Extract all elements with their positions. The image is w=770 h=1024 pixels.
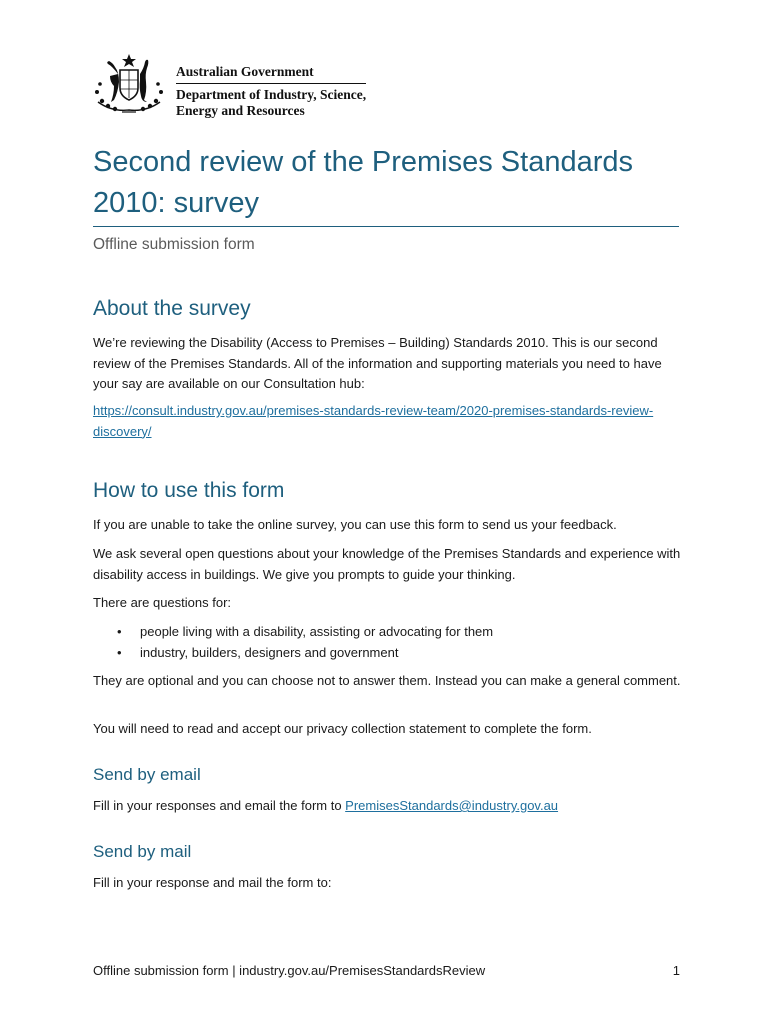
- bullet-icon: •: [117, 624, 122, 639]
- list-item: [93, 643, 493, 664]
- audience-list: [93, 622, 493, 663]
- send-by-email-text: [93, 796, 683, 817]
- bullet-icon: •: [117, 644, 122, 660]
- government-logo: [92, 52, 382, 122]
- send-by-email-heading: Send by email: [93, 765, 201, 784]
- consultation-hub-link[interactable]: https://consult.industry.gov.au/premises-standards-review-team/2020-premises-standards-review-discovery/: [93, 403, 654, 439]
- how-to-paragraph-5: You will need to read and accept our privacy collection statement to complete the form.: [93, 721, 592, 736]
- email-address-link[interactable]: PremisesStandards@industry.gov.au: [345, 798, 559, 813]
- government-text: [176, 64, 366, 119]
- consultation-link-paragraph: [93, 401, 683, 442]
- how-to-paragraph-1: If you are unable to take the online survey, you can use this form to send us your feedback.: [93, 517, 617, 532]
- logo-divider: [176, 83, 366, 84]
- list-item: [93, 622, 493, 643]
- department-name-line1: Department of Industry, Science,: [176, 87, 367, 102]
- how-to-paragraph-4: They are optional and you can choose not to answer them. Instead you can make a general comment.: [93, 673, 681, 688]
- send-by-mail-heading: Send by mail: [93, 842, 192, 861]
- coat-of-arms-icon: [92, 52, 166, 116]
- document-subtitle: Offline submission form: [93, 236, 255, 253]
- how-to-paragraph-3: There are questions for:: [93, 595, 232, 610]
- footer-text: Offline submission form | industry.gov.au/PremisesStandardsReview: [93, 963, 486, 978]
- about-heading: About the survey: [93, 297, 251, 320]
- about-body: We’re reviewing the Disability (Access to Premises – Building) Standards 2010. This is our second review of the Premises Standards. All of the information and supporting materials you need to have your say are available on our Consultation hub:: [93, 335, 662, 391]
- how-to-paragraph-2: We ask several open questions about your knowledge of the Premises Standards and experience with disability access in buildings. We give you prompts to guide your thinking.: [93, 546, 681, 582]
- email-instructions: Fill in your responses and email the form to: [93, 798, 346, 813]
- list-item-text: industry, builders, designers and government: [140, 644, 399, 660]
- document-title: Second review of the Premises Standards 2010: survey: [93, 142, 679, 227]
- page-footer: [93, 963, 680, 978]
- list-item-text: people living with a disability, assisting or advocating for them: [140, 624, 494, 639]
- how-to-heading: How to use this form: [93, 479, 285, 502]
- page-number: 1: [672, 963, 680, 978]
- department-name-line2: Energy and Resources: [176, 103, 305, 118]
- government-name: Australian Government: [176, 64, 314, 79]
- send-by-mail-text: Fill in your response and mail the form to:: [93, 875, 332, 890]
